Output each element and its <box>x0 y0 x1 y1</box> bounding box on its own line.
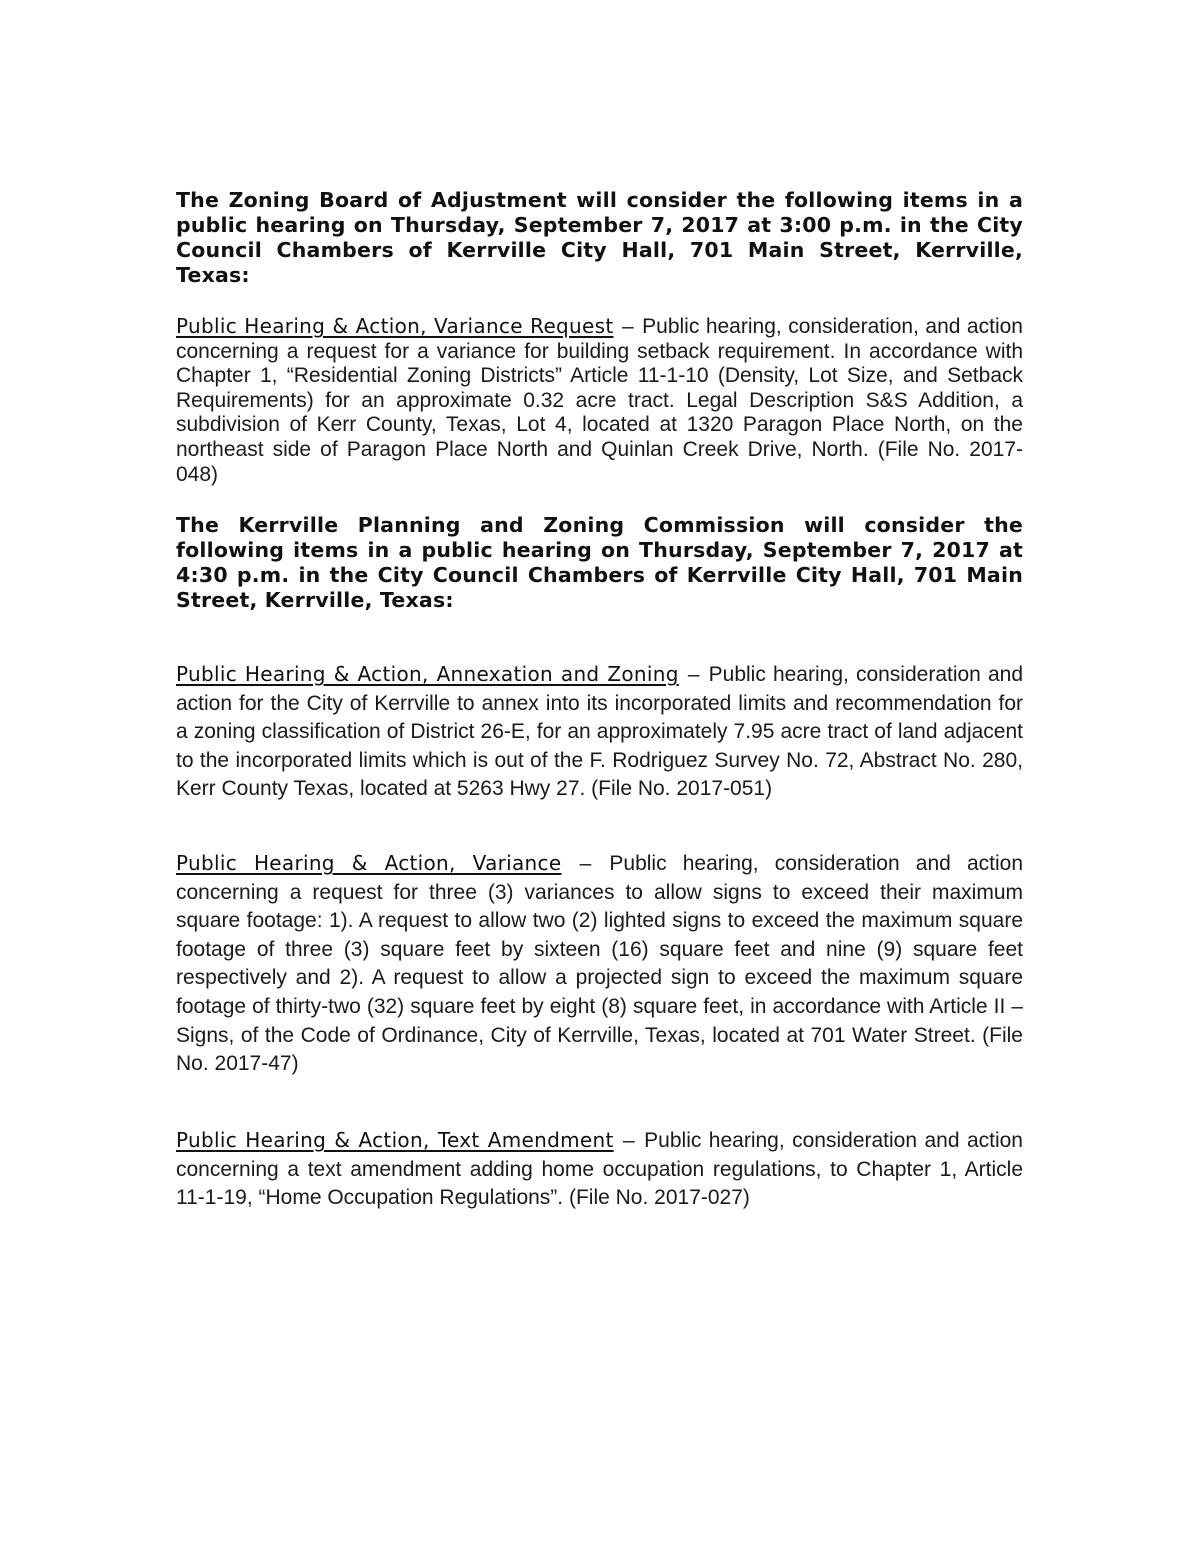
agenda-item-body: Public hearing, consideration, and action concerning a request for a variance for building setback requirement. In accordance with Chapter 1, “Residential Zoning Districts” Article 11-1-10 (Density, Lot Size, and Setback Requirements) for an approximate 0.32 acre tract. Legal Description S&S Addition, a subdivision of Kerr County, Texas, Lot 4, located at 1320 Paragon Place North, on the northeast side of Paragon Place North and Quinlan Creek Drive, North. (File No. 2017-048) <box>176 315 1023 486</box>
agenda-item-variance-signs <box>176 849 1023 1079</box>
agenda-item-annexation-zoning <box>176 660 1023 804</box>
separator-dash: – <box>579 852 592 875</box>
separator-dash: – <box>621 315 634 338</box>
agenda-item-text-amendment <box>176 1126 1023 1213</box>
agenda-item-heading: Public Hearing & Action, Variance Request <box>176 314 614 338</box>
agenda-item-heading: Public Hearing & Action, Annexation and Zoning <box>176 662 679 686</box>
agenda-item-variance-request <box>176 314 1023 487</box>
planning-commission-notice: The Kerrville Planning and Zoning Commission will consider the following items in a public hearing on Thursday, September 7, 2017 at 4:30 p.m. in the City Council Chambers of Kerrville City Hall, 701 Main Street, Kerrville, Texas: <box>176 513 1023 612</box>
separator-dash: – <box>687 663 700 686</box>
zoning-board-notice: The Zoning Board of Adjustment will consider the following items in a public hearing on Thursday, September 7, 2017 at 3:00 p.m. in the City Council Chambers of Kerrville City Hall, 701 Main Street, Kerrville, Texas: <box>176 188 1023 287</box>
agenda-item-body: Public hearing, consideration and action concerning a request for three (3) variances to allow signs to exceed their maximum square footage: 1). A request to allow two (2) lighted signs to exceed the maximum square footage of three (3) square feet by sixteen (16) square feet and nine (9) square feet respectively and 2). A request to allow a projected sign to exceed the maximum square footage of thirty-two (32) square feet by eight (8) square feet, in accordance with Article II – Signs, of the Code of Ordinance, City of Kerrville, Texas, located at 701 Water Street. (File No. 2017-47) <box>176 852 1023 1076</box>
agenda-item-body: Public hearing, consideration and action concerning a text amendment adding home occupation regulations, to Chapter 1, Article 11-1-19, “Home Occupation Regulations”. (File No. 2017-027) <box>176 1129 1023 1210</box>
agenda-item-heading: Public Hearing & Action, Variance <box>176 851 562 875</box>
agenda-item-body: Public hearing, consideration and action for the City of Kerrville to annex into its incorporated limits and recommendation for a zoning classification of District 26-E, for an approximately 7.95 acre tract of land adjacent to the incorporated limits which is out of the F. Rodriguez Survey No. 72, Abstract No. 280, Kerr County Texas, located at 5263 Hwy 27. (File No. 2017-051) <box>176 663 1024 801</box>
agenda-item-heading: Public Hearing & Action, Text Amendment <box>176 1128 614 1152</box>
separator-dash: – <box>623 1129 635 1152</box>
